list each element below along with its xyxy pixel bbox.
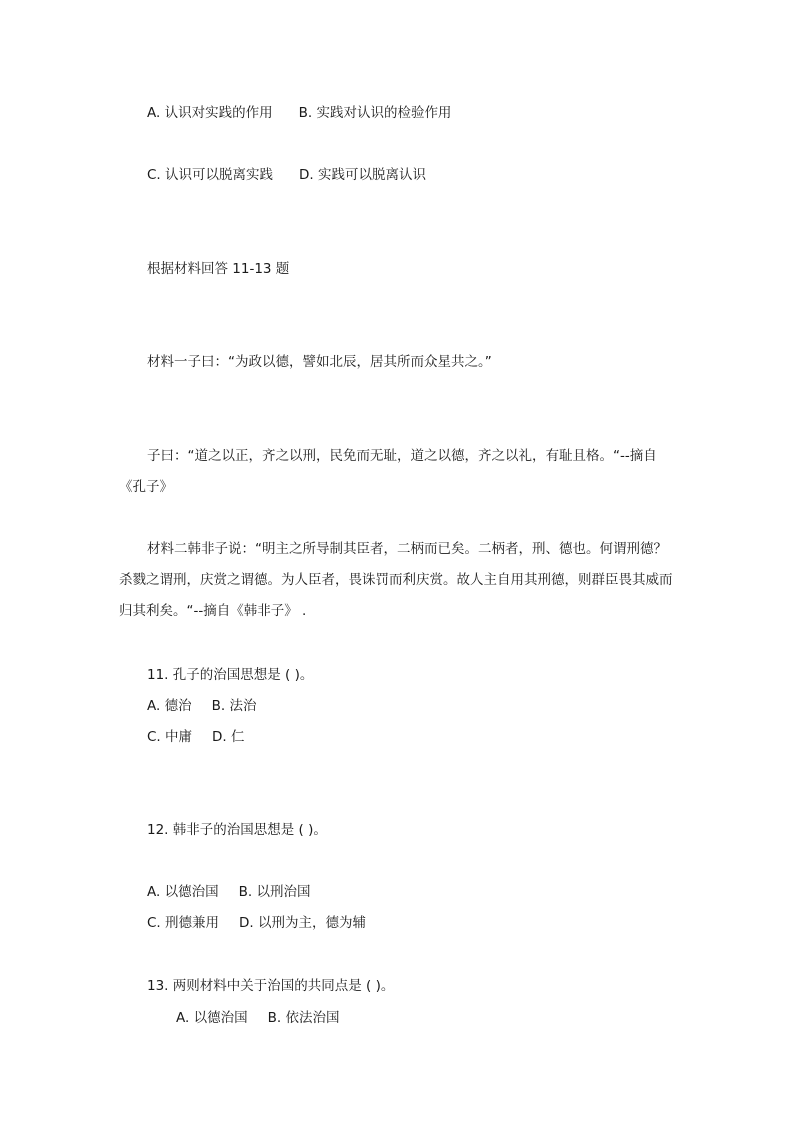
q10-options-row-1 bbox=[147, 103, 451, 123]
q12-option-d: D. 以刑为主，德为辅 bbox=[239, 915, 366, 931]
q10-option-a: A. 认识对实践的作用 bbox=[147, 105, 273, 121]
q11-option-c: C. 中庸 bbox=[147, 729, 193, 745]
q11-options-row-1 bbox=[147, 696, 256, 716]
q10-options-row-2 bbox=[147, 165, 426, 185]
q12-option-a: A. 以德治国 bbox=[147, 884, 219, 900]
q11-option-b: B. 法治 bbox=[211, 698, 257, 714]
q10-option-d: D. 实践可以脱离认识 bbox=[299, 167, 426, 183]
q11-stem: 11. 孔子的治国思想是 ( )。 bbox=[147, 667, 314, 683]
q10-option-b: B. 实践对认识的检验作用 bbox=[298, 105, 452, 121]
q13-stem: 13. 两则材料中关于治国的共同点是 ( )。 bbox=[147, 978, 395, 994]
material1-line2: 子曰：“道之以正，齐之以刑，民免而无耻，道之以德，齐之以礼，有耻且格。“--摘自《孔子》 bbox=[119, 448, 657, 495]
q12-option-b: B. 以刑治国 bbox=[238, 884, 311, 900]
q12-stem: 12. 韩非子的治国思想是 ( )。 bbox=[147, 822, 327, 838]
q12-options-row-1 bbox=[147, 882, 310, 902]
material2-paragraph: 材料二韩非子说：“明主之所导制其臣者，二柄而已矣。二柄者，刑、德也。何谓刑德？杀戮之谓刑，庆赏之谓德。为人臣者，畏诛罚而利庆赏。故人主自用其刑德，则群臣畏其威而归其利矣。“--摘自《韩非子》 . bbox=[119, 541, 673, 619]
q13-option-a: A. 以德治国 bbox=[176, 1010, 248, 1026]
q13-option-b: B. 依法治国 bbox=[267, 1010, 340, 1026]
q12-options-row-2 bbox=[147, 913, 366, 933]
q11-option-d: D. 仁 bbox=[212, 729, 245, 745]
q10-option-c: C. 认识可以脱离实践 bbox=[147, 167, 274, 183]
q12-option-c: C. 刑德兼用 bbox=[147, 915, 220, 931]
q13-options-row-1 bbox=[176, 1008, 339, 1028]
q11-options-row-2 bbox=[147, 727, 245, 747]
section-intro: 根据材料回答 11-13 题 bbox=[147, 261, 290, 277]
q11-option-a: A. 德治 bbox=[147, 698, 192, 714]
material1-line1: 材料一子曰：“为政以德，譬如北辰，居其所而众星共之。” bbox=[147, 354, 492, 370]
